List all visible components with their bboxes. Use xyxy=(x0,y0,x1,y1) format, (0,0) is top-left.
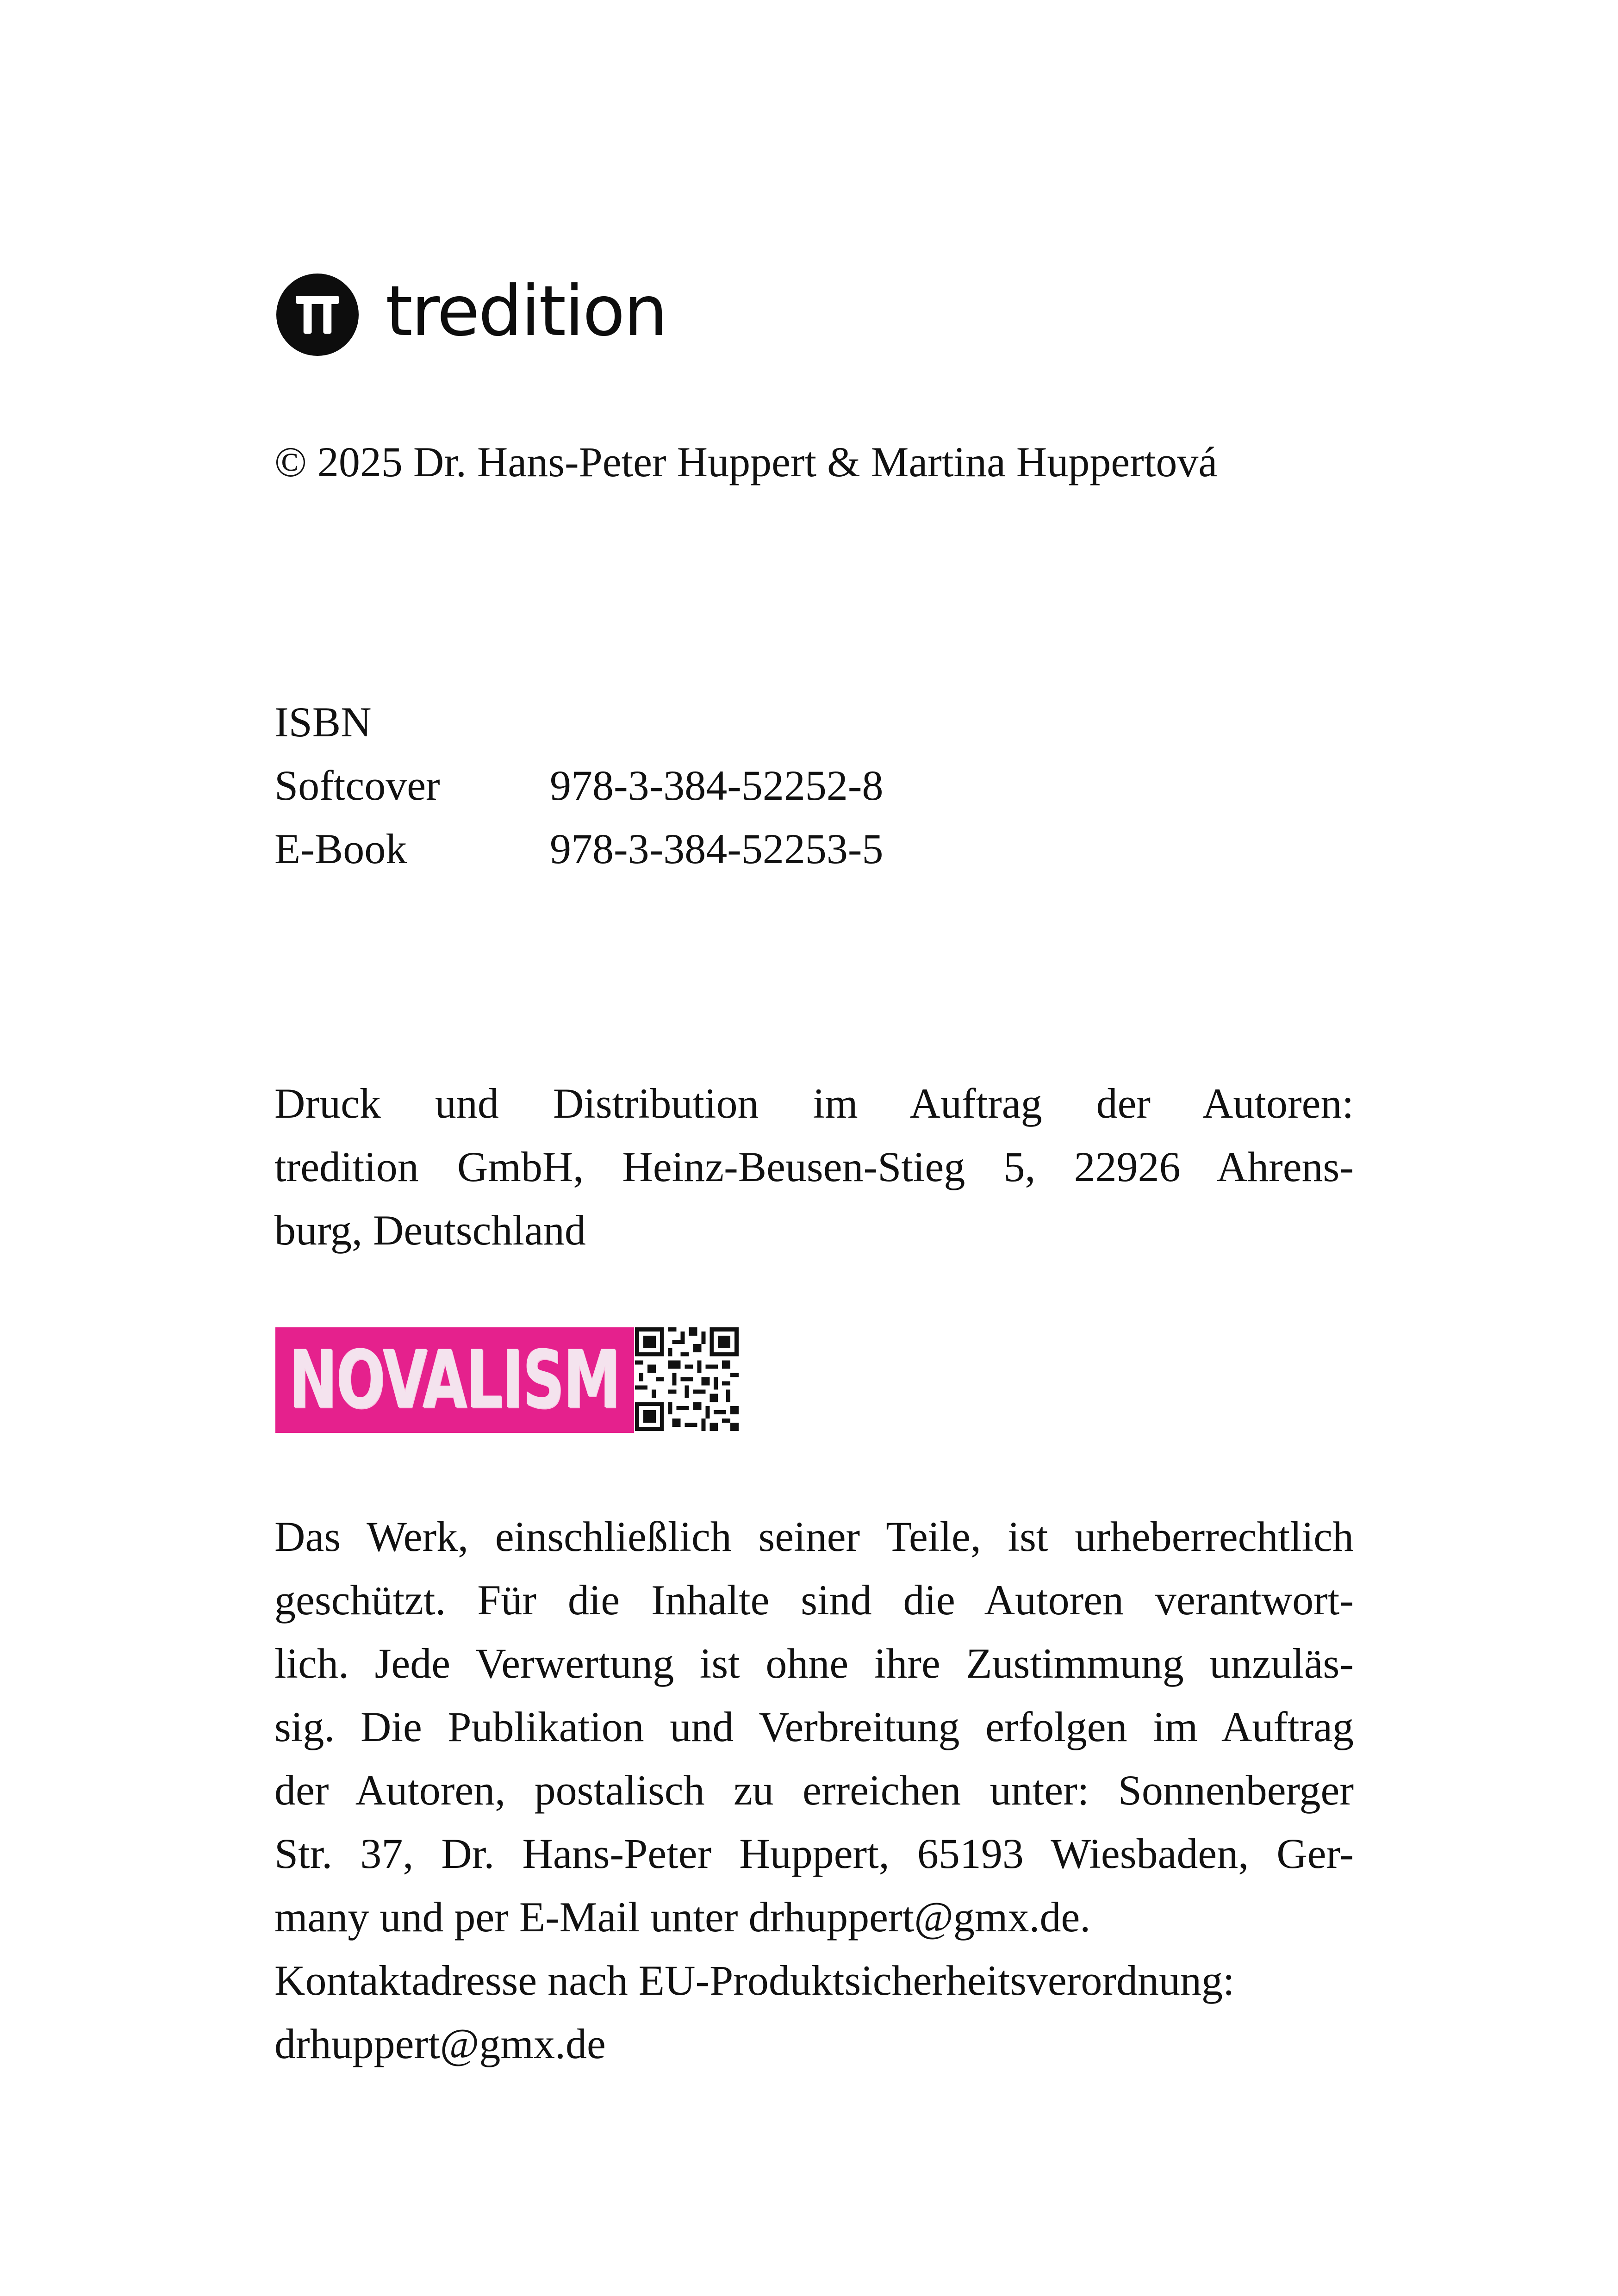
novalism-banner xyxy=(275,1327,634,1433)
tredition-logo xyxy=(276,273,666,356)
legal-line: lich. Jede Verwertung ist ohne ihre Zustimmung unzuläs- xyxy=(274,1640,1354,1687)
isbn-label: Softcover xyxy=(274,762,440,809)
print-line: burg, Deutschland xyxy=(274,1207,586,1254)
legal-notice xyxy=(274,1505,1354,2076)
legal-line: der Autoren, postalisch zu erreichen unter: Sonnenberger xyxy=(274,1767,1354,1814)
isbn-row-softcover xyxy=(274,754,884,817)
novalism-badge xyxy=(275,1327,739,1433)
qr-code-icon xyxy=(635,1327,739,1431)
novalism-label: NOVALISM xyxy=(289,1333,620,1426)
legal-line: many und per E-Mail unter drhuppert@gmx.de. xyxy=(274,1893,1091,1941)
legal-line: Kontaktadresse nach EU-Produktsicherheitsverordnung: xyxy=(274,1957,1235,2004)
copyright-notice: © 2025 Dr. Hans-Peter Huppert & Martina Huppertová xyxy=(274,438,1218,485)
legal-line: sig. Die Publikation und Verbreitung erfolgen im Auftrag xyxy=(274,1703,1354,1750)
isbn-heading: ISBN xyxy=(274,698,372,746)
isbn-value: 978-3-384-52252-8 xyxy=(550,762,884,809)
legal-line: Str. 37, Dr. Hans-Peter Huppert, 65193 Wiesbaden, Ger- xyxy=(274,1830,1354,1877)
tredition-wordmark: tredition xyxy=(386,271,666,352)
tredition-logo-icon xyxy=(276,274,359,356)
legal-line: drhuppert@gmx.de xyxy=(274,2020,606,2067)
print-distribution-info xyxy=(274,1072,1354,1262)
isbn-value: 978-3-384-52253-5 xyxy=(550,825,884,872)
isbn-block xyxy=(274,691,884,881)
legal-line: geschützt. Für die Inhalte sind die Autoren verantwort- xyxy=(274,1576,1354,1624)
isbn-label: E-Book xyxy=(274,825,407,872)
print-line: tredition GmbH, Heinz-Beusen-Stieg 5, 22926 Ahrens- xyxy=(274,1143,1354,1190)
legal-line: Das Werk, einschließlich seiner Teile, ist urheberrechtlich xyxy=(274,1513,1354,1560)
isbn-row-ebook xyxy=(274,817,884,881)
print-line: Druck und Distribution im Auftrag der Autoren: xyxy=(274,1080,1354,1127)
